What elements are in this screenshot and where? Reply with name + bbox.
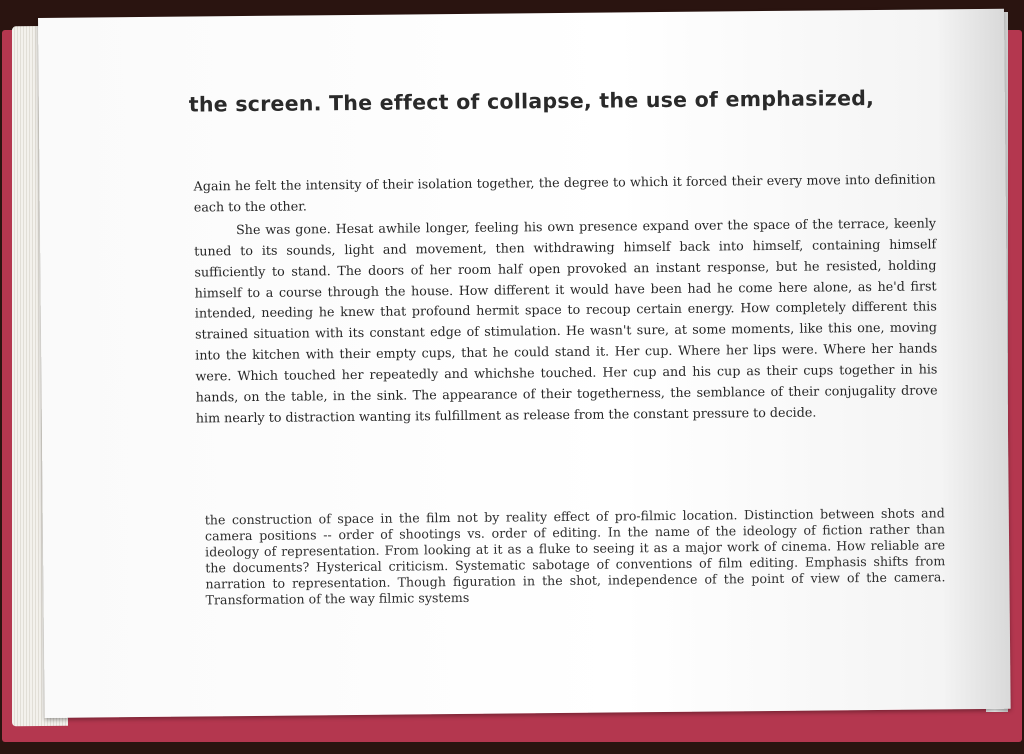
book-page [38, 9, 1011, 718]
page-heading: the screen. The effect of collapse, the use of emphasized, [188, 85, 875, 117]
narrative-paragraph-2: She was gone. Hesat awhile longer, feeling his own presence expand over the space of the terrace, keenly tuned to its sounds, light and movement, then withdrawing himself back into himself, containing himself sufficiently to stand. The doors of her room half open provoked an instant response, but he resisted, holding himself to a course through the house. How different it would have been had he come here alone, as he'd first intended, needing he knew that profound hermit space to recoup certain energy. How completely different this strained situation with its constant edge of stimulation. He wasn't sure, at some moments, like this one, moving into the kitchen with their empty cups, that he could stand it. Her cup. Where her lips were. Where her hands were. Which touched her repeatedly and whichshe touched. Her cup and his cup as their cups together in his hands, on the table, in the sink. The appearance of their togetherness, the semblance of their conjugality drove him nearly to distraction wanting its fulfillment as release from the constant pressure to decide. [194, 215, 938, 426]
narrative-text [194, 169, 938, 429]
narrative-paragraph-1: Again he felt the intensity of their isolation together, the degree to which it forced their every move into definition each to the other. [193, 171, 936, 215]
notes-paragraph: the construction of space in the film not by reality effect of pro-filmic location. Distinction between shots and camera positions -- order of shootings vs. order of editing. In the name of the ideology of fiction rather than ideology of representation. From looking at it as a fluke to seeing it as a major work of cinema. How reliable are the documents? Hysterical criticism. Systematic sabotage of conventions of film editing. Emphasis shifts from narration to representation. Though figuration in the shot, independence of the point of view of the camera. Transformation of the way filmic systems [204, 505, 946, 608]
notes-text [205, 505, 946, 609]
